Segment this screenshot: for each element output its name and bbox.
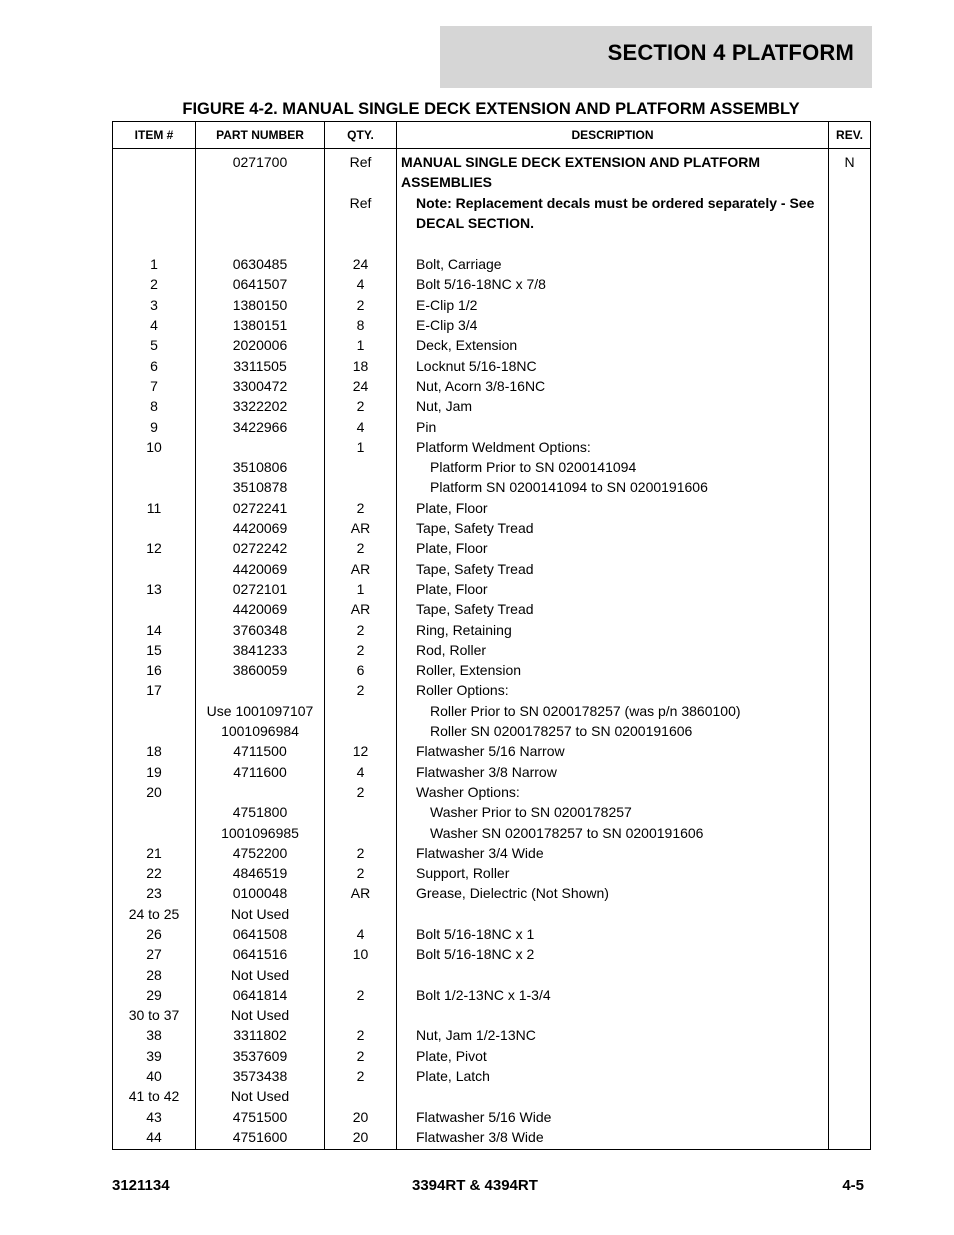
qty-cell: 6 (325, 660, 397, 680)
qty-cell (325, 1086, 397, 1106)
qty-cell (325, 701, 397, 721)
rev-cell (829, 1086, 871, 1106)
rev-cell (829, 477, 871, 497)
part-number-cell: 3422966 (196, 417, 325, 437)
qty-cell: AR (325, 559, 397, 579)
item-number-cell: 4 (113, 315, 196, 335)
rev-cell (829, 944, 871, 964)
item-number-cell: 12 (113, 538, 196, 558)
item-number-cell (113, 701, 196, 721)
item-number-cell: 43 (113, 1107, 196, 1127)
part-number-cell: 3311802 (196, 1025, 325, 1045)
rev-cell (829, 660, 871, 680)
qty-cell: AR (325, 883, 397, 903)
rev-cell (829, 782, 871, 802)
description-cell: Grease, Dielectric (Not Shown) (397, 883, 829, 903)
item-number-cell: 29 (113, 985, 196, 1005)
rev-cell (829, 254, 871, 274)
item-number-cell: 3 (113, 295, 196, 315)
rev-cell (829, 1025, 871, 1045)
table-row (113, 904, 871, 924)
note-qty-cell: Ref (325, 193, 397, 234)
item-number-cell: 20 (113, 782, 196, 802)
assembly-qty-cell: Ref (325, 149, 397, 193)
item-number-cell (113, 721, 196, 741)
description-cell: Platform Prior to SN 0200141094 (397, 457, 829, 477)
part-number-cell: 4420069 (196, 599, 325, 619)
table-row (113, 1107, 871, 1127)
qty-cell: 2 (325, 843, 397, 863)
table-row (113, 1127, 871, 1150)
part-number-cell: 3537609 (196, 1046, 325, 1066)
footer-doc-number: 3121134 (112, 1177, 170, 1194)
qty-cell (325, 457, 397, 477)
qty-cell: 2 (325, 620, 397, 640)
item-number-cell: 21 (113, 843, 196, 863)
footer-page-number: 4-5 (842, 1177, 864, 1194)
item-number-cell (113, 518, 196, 538)
part-number-cell: 2020006 (196, 335, 325, 355)
description-cell: Nut, Acorn 3/8-16NC (397, 376, 829, 396)
qty-cell: 2 (325, 640, 397, 660)
rev-cell (829, 376, 871, 396)
description-cell: Roller SN 0200178257 to SN 0200191606 (397, 721, 829, 741)
table-row (113, 254, 871, 274)
description-cell (397, 1086, 829, 1106)
table-row (113, 680, 871, 700)
description-cell: Plate, Pivot (397, 1046, 829, 1066)
part-number-cell: 0272101 (196, 579, 325, 599)
item-number-cell (113, 802, 196, 822)
part-number-cell: 0630485 (196, 254, 325, 274)
assembly-description-cell: MANUAL SINGLE DECK EXTENSION AND PLATFORM ASSEMBLIES (397, 149, 829, 193)
part-number-cell: 0641507 (196, 274, 325, 294)
part-number-cell: Not Used (196, 904, 325, 924)
qty-cell: 24 (325, 376, 397, 396)
qty-cell: AR (325, 599, 397, 619)
item-number-cell: 5 (113, 335, 196, 355)
rev-cell (829, 741, 871, 761)
footer-models: 3394RT & 4394RT (412, 1177, 538, 1194)
description-cell: Tape, Safety Tread (397, 599, 829, 619)
column-header-qty: QTY. (325, 122, 397, 149)
qty-cell: 18 (325, 356, 397, 376)
description-cell: Tape, Safety Tread (397, 559, 829, 579)
description-cell: Nut, Jam (397, 396, 829, 416)
qty-cell (325, 823, 397, 843)
section-header (440, 26, 872, 88)
table-row (113, 1046, 871, 1066)
item-number-cell: 19 (113, 762, 196, 782)
item-number-cell: 13 (113, 579, 196, 599)
description-cell: Bolt 5/16-18NC x 2 (397, 944, 829, 964)
item-number-cell (113, 457, 196, 477)
table-row (113, 762, 871, 782)
part-number-cell: 3841233 (196, 640, 325, 660)
assembly-item-cell (113, 149, 196, 193)
rev-cell (829, 823, 871, 843)
qty-cell: 20 (325, 1107, 397, 1127)
qty-cell: 10 (325, 944, 397, 964)
item-number-cell: 18 (113, 741, 196, 761)
table-row (113, 924, 871, 944)
item-number-cell: 23 (113, 883, 196, 903)
qty-cell: AR (325, 518, 397, 538)
rev-cell (829, 457, 871, 477)
part-number-cell: 3510806 (196, 457, 325, 477)
description-cell: Support, Roller (397, 863, 829, 883)
item-number-cell: 9 (113, 417, 196, 437)
part-number-cell (196, 782, 325, 802)
description-cell: Locknut 5/16-18NC (397, 356, 829, 376)
rev-cell (829, 802, 871, 822)
description-cell: Washer SN 0200178257 to SN 0200191606 (397, 823, 829, 843)
qty-cell: 8 (325, 315, 397, 335)
rev-cell (829, 599, 871, 619)
column-header-item: ITEM # (113, 122, 196, 149)
table-row (113, 274, 871, 294)
part-number-cell: Not Used (196, 1005, 325, 1025)
qty-cell: 24 (325, 254, 397, 274)
part-number-cell: 4751600 (196, 1127, 325, 1150)
qty-cell: 2 (325, 538, 397, 558)
rev-cell (829, 538, 871, 558)
assembly-rev-cell: N (829, 149, 871, 193)
description-cell: Nut, Jam 1/2-13NC (397, 1025, 829, 1045)
rev-cell (829, 295, 871, 315)
decal-note-cell: Note: Replacement decals must be ordered separately - See DECAL SECTION. (397, 193, 829, 234)
description-cell: Rod, Roller (397, 640, 829, 660)
part-number-cell: 4751800 (196, 802, 325, 822)
item-number-cell: 41 to 42 (113, 1086, 196, 1106)
qty-cell (325, 904, 397, 924)
part-number-cell: 4420069 (196, 559, 325, 579)
table-row (113, 579, 871, 599)
table-row (113, 538, 871, 558)
rev-cell (829, 843, 871, 863)
item-number-cell: 38 (113, 1025, 196, 1045)
qty-cell (325, 965, 397, 985)
qty-cell (325, 802, 397, 822)
table-row (113, 660, 871, 680)
qty-cell (325, 721, 397, 741)
column-header-part-number: PART NUMBER (196, 122, 325, 149)
rev-cell (829, 985, 871, 1005)
description-cell: Washer Prior to SN 0200178257 (397, 802, 829, 822)
qty-cell (325, 477, 397, 497)
table-row (113, 782, 871, 802)
rev-cell (829, 863, 871, 883)
section-title: SECTION 4 PLATFORM (607, 40, 854, 65)
table-row (113, 823, 871, 843)
assembly-part-cell: 0271700 (196, 149, 325, 193)
item-number-cell: 7 (113, 376, 196, 396)
part-number-cell: 4751500 (196, 1107, 325, 1127)
table-row (113, 477, 871, 497)
note-rev-cell (829, 193, 871, 234)
decal-note-row (113, 193, 871, 234)
table-row (113, 559, 871, 579)
rev-cell (829, 904, 871, 924)
description-cell: E-Clip 3/4 (397, 315, 829, 335)
description-cell (397, 965, 829, 985)
table-row (113, 376, 871, 396)
part-number-cell: 3300472 (196, 376, 325, 396)
table-row (113, 802, 871, 822)
qty-cell: 20 (325, 1127, 397, 1150)
description-cell: Flatwasher 3/8 Wide (397, 1127, 829, 1150)
item-number-cell: 1 (113, 254, 196, 274)
part-number-cell: 0641516 (196, 944, 325, 964)
item-number-cell (113, 559, 196, 579)
description-cell: Bolt, Carriage (397, 254, 829, 274)
table-row (113, 498, 871, 518)
table-row (113, 640, 871, 660)
qty-cell: 4 (325, 417, 397, 437)
rev-cell (829, 315, 871, 335)
item-number-cell (113, 477, 196, 497)
qty-cell: 2 (325, 1046, 397, 1066)
rev-cell (829, 498, 871, 518)
table-header-row (113, 122, 871, 149)
description-cell: Bolt 5/16-18NC x 1 (397, 924, 829, 944)
assembly-row (113, 149, 871, 193)
part-number-cell: 1380151 (196, 315, 325, 335)
part-number-cell: 3322202 (196, 396, 325, 416)
qty-cell: 1 (325, 579, 397, 599)
table-row (113, 356, 871, 376)
qty-cell: 2 (325, 985, 397, 1005)
rev-cell (829, 701, 871, 721)
item-number-cell: 22 (113, 863, 196, 883)
qty-cell: 12 (325, 741, 397, 761)
description-cell: Flatwasher 5/16 Narrow (397, 741, 829, 761)
item-number-cell: 16 (113, 660, 196, 680)
table-row (113, 721, 871, 741)
qty-cell: 4 (325, 924, 397, 944)
part-number-cell: 0272242 (196, 538, 325, 558)
part-number-cell: 0272241 (196, 498, 325, 518)
table-row (113, 863, 871, 883)
description-cell: Plate, Floor (397, 579, 829, 599)
qty-cell: 2 (325, 863, 397, 883)
rev-cell (829, 518, 871, 538)
part-number-cell: Use 1001097107 (196, 701, 325, 721)
description-cell: Flatwasher 3/8 Narrow (397, 762, 829, 782)
qty-cell: 2 (325, 1066, 397, 1086)
item-number-cell (113, 823, 196, 843)
part-number-cell: 1380150 (196, 295, 325, 315)
item-number-cell: 14 (113, 620, 196, 640)
table-row (113, 1066, 871, 1086)
qty-cell: 2 (325, 498, 397, 518)
table-row (113, 883, 871, 903)
part-number-cell: 4711500 (196, 741, 325, 761)
spacer-row (113, 233, 871, 254)
table-row (113, 396, 871, 416)
qty-cell: 2 (325, 782, 397, 802)
table-row (113, 985, 871, 1005)
table-row (113, 620, 871, 640)
rev-cell (829, 1127, 871, 1150)
description-cell: Plate, Latch (397, 1066, 829, 1086)
item-number-cell: 15 (113, 640, 196, 660)
item-number-cell: 2 (113, 274, 196, 294)
note-item-cell (113, 193, 196, 234)
rev-cell (829, 762, 871, 782)
qty-cell: 2 (325, 680, 397, 700)
table-row (113, 599, 871, 619)
rev-cell (829, 1107, 871, 1127)
part-number-cell: 3573438 (196, 1066, 325, 1086)
part-number-cell: 3760348 (196, 620, 325, 640)
item-number-cell: 28 (113, 965, 196, 985)
rev-cell (829, 965, 871, 985)
rev-cell (829, 356, 871, 376)
rev-cell (829, 1005, 871, 1025)
part-number-cell: 4711600 (196, 762, 325, 782)
description-cell: Ring, Retaining (397, 620, 829, 640)
description-cell: Tape, Safety Tread (397, 518, 829, 538)
item-number-cell (113, 599, 196, 619)
item-number-cell: 44 (113, 1127, 196, 1150)
description-cell: Plate, Floor (397, 538, 829, 558)
item-number-cell: 39 (113, 1046, 196, 1066)
part-number-cell (196, 437, 325, 457)
rev-cell (829, 335, 871, 355)
description-cell: Roller Options: (397, 680, 829, 700)
qty-cell: 1 (325, 437, 397, 457)
part-number-cell (196, 680, 325, 700)
item-number-cell: 24 to 25 (113, 904, 196, 924)
qty-cell: 4 (325, 274, 397, 294)
item-number-cell: 11 (113, 498, 196, 518)
rev-cell (829, 1046, 871, 1066)
rev-cell (829, 883, 871, 903)
rev-cell (829, 437, 871, 457)
table-row (113, 843, 871, 863)
qty-cell: 2 (325, 1025, 397, 1045)
description-cell: Flatwasher 5/16 Wide (397, 1107, 829, 1127)
part-number-cell: 0641814 (196, 985, 325, 1005)
qty-cell (325, 1005, 397, 1025)
part-number-cell: 4846519 (196, 863, 325, 883)
description-cell (397, 904, 829, 924)
part-number-cell: 1001096984 (196, 721, 325, 741)
description-cell: Deck, Extension (397, 335, 829, 355)
description-cell: Bolt 5/16-18NC x 7/8 (397, 274, 829, 294)
rev-cell (829, 579, 871, 599)
qty-cell: 2 (325, 396, 397, 416)
item-number-cell: 10 (113, 437, 196, 457)
qty-cell: 1 (325, 335, 397, 355)
table-row (113, 1086, 871, 1106)
part-number-cell: 0641508 (196, 924, 325, 944)
table-row (113, 417, 871, 437)
table-row (113, 701, 871, 721)
column-header-rev: REV. (829, 122, 871, 149)
part-number-cell: 4752200 (196, 843, 325, 863)
part-number-cell: Not Used (196, 965, 325, 985)
part-number-cell: Not Used (196, 1086, 325, 1106)
table-row (113, 965, 871, 985)
description-cell: E-Clip 1/2 (397, 295, 829, 315)
item-number-cell: 26 (113, 924, 196, 944)
table-row (113, 518, 871, 538)
table-row (113, 335, 871, 355)
parts-table (112, 121, 871, 1150)
part-number-cell: 1001096985 (196, 823, 325, 843)
qty-cell: 2 (325, 295, 397, 315)
table-row (113, 1005, 871, 1025)
figure-title: FIGURE 4-2. MANUAL SINGLE DECK EXTENSION AND PLATFORM ASSEMBLY (182, 100, 800, 118)
description-cell: Platform Weldment Options: (397, 437, 829, 457)
item-number-cell: 30 to 37 (113, 1005, 196, 1025)
description-cell: Plate, Floor (397, 498, 829, 518)
description-cell: Roller, Extension (397, 660, 829, 680)
part-number-cell: 3510878 (196, 477, 325, 497)
rev-cell (829, 396, 871, 416)
item-number-cell: 27 (113, 944, 196, 964)
table-row (113, 295, 871, 315)
table-row (113, 315, 871, 335)
description-cell (397, 1005, 829, 1025)
rev-cell (829, 417, 871, 437)
table-row (113, 437, 871, 457)
table-row (113, 944, 871, 964)
part-number-cell: 3860059 (196, 660, 325, 680)
part-number-cell: 3311505 (196, 356, 325, 376)
note-part-cell (196, 193, 325, 234)
item-number-cell: 6 (113, 356, 196, 376)
description-cell: Pin (397, 417, 829, 437)
part-number-cell: 4420069 (196, 518, 325, 538)
item-number-cell: 40 (113, 1066, 196, 1086)
item-number-cell: 17 (113, 680, 196, 700)
table-row (113, 1025, 871, 1045)
rev-cell (829, 640, 871, 660)
rev-cell (829, 680, 871, 700)
item-number-cell: 8 (113, 396, 196, 416)
rev-cell (829, 924, 871, 944)
description-cell: Roller Prior to SN 0200178257 (was p/n 3860100) (397, 701, 829, 721)
table-row (113, 741, 871, 761)
description-cell: Washer Options: (397, 782, 829, 802)
column-header-description: DESCRIPTION (397, 122, 829, 149)
qty-cell: 4 (325, 762, 397, 782)
part-number-cell: 0100048 (196, 883, 325, 903)
rev-cell (829, 721, 871, 741)
description-cell: Bolt 1/2-13NC x 1-3/4 (397, 985, 829, 1005)
description-cell: Platform SN 0200141094 to SN 0200191606 (397, 477, 829, 497)
rev-cell (829, 274, 871, 294)
rev-cell (829, 1066, 871, 1086)
rev-cell (829, 620, 871, 640)
description-cell: Flatwasher 3/4 Wide (397, 843, 829, 863)
table-row (113, 457, 871, 477)
rev-cell (829, 559, 871, 579)
